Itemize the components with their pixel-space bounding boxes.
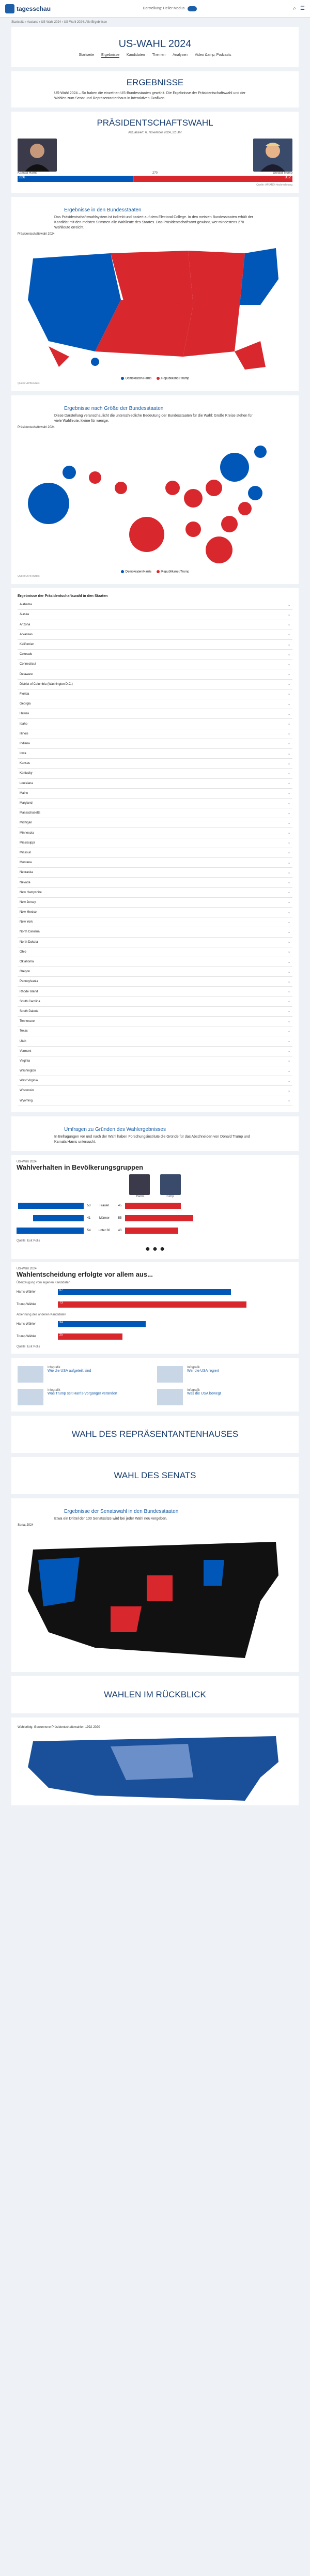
logo-icon <box>5 4 14 13</box>
harris-name: Kamala Harris <box>18 172 38 175</box>
chevron-down-icon: ⌄ <box>287 643 290 647</box>
bar-row: Trump-Wähler 25 <box>17 1332 293 1341</box>
map1-text: Das Präsidentschaftswahlsystem ist indirekt und basiert auf dem Electoral College. In den meisten Bundesstaaten erhält der Kandidat mit den meisten Stimmen alle Wahlleute des Staates. Das Präsidentschaftsamt gewinnt, wer mindestens 270 Wahlleute erreicht. <box>54 216 253 229</box>
state-name: Colorado <box>20 653 33 656</box>
chevron-down-icon: ⌄ <box>287 1079 290 1083</box>
trump-name: Donald Trump <box>273 172 292 175</box>
harris-photo <box>18 139 57 172</box>
chevron-down-icon: ⌄ <box>287 970 290 974</box>
senate-map[interactable] <box>18 1529 291 1663</box>
state-row[interactable] <box>18 660 292 669</box>
tile-2[interactable]: Infografik Wer die USA regiert <box>157 1366 292 1383</box>
state-name: South Carolina <box>20 1000 40 1003</box>
senate-section <box>11 1498 299 1672</box>
state-row[interactable] <box>18 1096 292 1106</box>
chevron-down-icon: ⌄ <box>287 1020 290 1023</box>
w2-cat-a: Überzeugung vom eigenen Kandidaten <box>17 1281 71 1284</box>
map2-label: Präsidentschaftswahl 2024 <box>18 425 55 429</box>
state-row[interactable] <box>18 1086 292 1096</box>
state-name: Delaware <box>20 672 33 676</box>
chevron-down-icon: ⌄ <box>287 802 290 805</box>
state-name: Arizona <box>20 623 30 626</box>
state-name: South Dakota <box>20 1009 39 1013</box>
chevron-down-icon: ⌄ <box>287 881 290 884</box>
state-name: Illinois <box>20 732 28 735</box>
state-row[interactable] <box>18 689 292 699</box>
map1-label: Präsidentschaftswahl 2024 <box>18 233 55 236</box>
chevron-down-icon: ⌄ <box>287 990 290 994</box>
w1-trump-photo <box>160 1174 181 1195</box>
state-row[interactable] <box>18 818 292 828</box>
chevron-down-icon: ⌄ <box>287 792 290 795</box>
senate-banner: WAHL DES SENATS <box>11 1457 299 1494</box>
map-section-1 <box>11 197 299 391</box>
state-row[interactable] <box>18 808 292 818</box>
tile-3[interactable]: Infografik Was Trump seit Harris-Vorgänger verändert <box>18 1389 153 1405</box>
state-row[interactable] <box>18 967 292 977</box>
chevron-down-icon: ⌄ <box>287 851 290 855</box>
bubble-map[interactable] <box>18 431 291 565</box>
trump-bar: 312 <box>133 176 292 182</box>
tab-ergebnisse[interactable]: Ergebnisse <box>101 53 119 57</box>
state-row[interactable] <box>18 908 292 917</box>
breadcrumb[interactable]: Startseite › Ausland › US-Wahl 2024 › US-Wahl 2024: Alle Ergebnisse <box>11 21 107 24</box>
state-name: Wisconsin <box>20 1089 34 1093</box>
candidate-row <box>18 139 292 175</box>
legend-dem: Demokraten/Harris <box>121 377 151 380</box>
chevron-down-icon: ⌄ <box>287 693 290 696</box>
retro-banner: WAHLEN IM RÜCKBLICK <box>11 1676 299 1713</box>
sub-navigation <box>17 53 293 62</box>
bar-row: 54 unter 30 43 <box>17 1226 293 1235</box>
chevron-down-icon: ⌄ <box>287 901 290 904</box>
state-name: Nevada <box>20 881 30 884</box>
state-name: Texas <box>20 1030 28 1033</box>
chevron-down-icon: ⌄ <box>287 663 290 666</box>
chevron-down-icon: ⌄ <box>287 742 290 746</box>
state-row[interactable] <box>18 729 292 739</box>
chevron-down-icon: ⌄ <box>287 960 290 964</box>
map-section-2 <box>11 395 299 585</box>
tab-analysen[interactable]: Analysen <box>173 53 188 57</box>
widget-reasons <box>11 1262 299 1354</box>
map2-source: Quelle: AP/Reuters <box>18 575 40 578</box>
state-row[interactable] <box>18 610 292 620</box>
harris-box <box>18 139 57 175</box>
state-name: Arkansas <box>20 633 33 636</box>
state-name: Idaho <box>20 722 28 726</box>
state-row[interactable] <box>18 987 292 996</box>
state-row[interactable] <box>18 828 292 838</box>
chevron-down-icon: ⌄ <box>287 702 290 706</box>
state-name: Michigan <box>20 821 33 825</box>
chevron-down-icon: ⌄ <box>287 871 290 875</box>
state-name: Maine <box>20 791 28 795</box>
w1-title: Wahlverhalten in Bevölkerungsgruppen <box>17 1163 144 1171</box>
chevron-down-icon: ⌄ <box>287 911 290 914</box>
state-row[interactable] <box>18 997 292 1007</box>
tab-kandidaten[interactable]: Kandidaten <box>127 53 145 57</box>
state-row[interactable] <box>18 848 292 858</box>
state-row[interactable] <box>18 749 292 759</box>
menu-icon[interactable]: ☰ <box>300 6 305 11</box>
bar-row: Harris-Wähler 34 <box>17 1320 293 1329</box>
chevron-down-icon: ⌄ <box>287 1050 290 1053</box>
house-banner: WAHL DES REPRÄSENTANTENHAUSES <box>11 1416 299 1453</box>
legend-rep: Republikaner/Trump <box>157 377 189 380</box>
chevron-down-icon: ⌄ <box>287 762 290 765</box>
title-card <box>11 27 299 67</box>
senate-text: Etwa ein Drittel der 100 Senatssitze wird bei jeder Wahl neu vergeben. <box>54 1516 167 1521</box>
state-name: Massachusetts <box>20 811 41 815</box>
chevron-down-icon: ⌄ <box>287 832 290 835</box>
w1-bars <box>17 1201 293 1235</box>
state-row[interactable] <box>18 947 292 957</box>
info-tiles <box>11 1358 299 1412</box>
chevron-down-icon: ⌄ <box>287 623 290 627</box>
electoral-meter <box>18 176 292 182</box>
state-row[interactable] <box>18 630 292 640</box>
chevron-down-icon: ⌄ <box>287 921 290 924</box>
page-title: US-WAHL 2024 <box>118 38 192 50</box>
chevron-down-icon: ⌄ <box>287 732 290 736</box>
chevron-down-icon: ⌄ <box>287 1089 290 1093</box>
state-name: Ohio <box>20 950 26 954</box>
chevron-down-icon: ⌄ <box>287 1069 290 1073</box>
trump-photo <box>253 139 292 172</box>
states-accordion <box>11 588 299 1112</box>
state-row[interactable] <box>18 650 292 660</box>
chevron-down-icon: ⌄ <box>287 782 290 786</box>
state-name: New Mexico <box>20 911 37 914</box>
state-name: Oregon <box>20 970 30 974</box>
state-name: Alabama <box>20 603 32 607</box>
map1-source: Quelle: AP/Reuters <box>18 381 40 385</box>
state-row[interactable] <box>18 789 292 799</box>
state-row[interactable] <box>18 719 292 729</box>
polls-head: Umfragen zu Gründen des Wahlergebnisses <box>64 1126 166 1132</box>
map2-legend <box>18 570 292 574</box>
legend-rep-2: Republikaner/Trump <box>157 570 189 574</box>
w2-top: US-Wahl 2024 <box>17 1267 37 1270</box>
chevron-down-icon: ⌄ <box>287 1000 290 1004</box>
w1-source: Quelle: Exit Polls <box>17 1239 40 1243</box>
senate-head: Ergebnisse der Senatswahl in den Bundesstaaten <box>64 1508 179 1514</box>
bar-row: Harris-Wähler 67 <box>17 1287 293 1297</box>
bar-row: 41 Männer 55 <box>17 1214 293 1223</box>
legend-dem-2: Demokraten/Harris <box>121 570 151 574</box>
state-row[interactable] <box>18 779 292 789</box>
chevron-down-icon: ⌄ <box>287 603 290 607</box>
search-icon[interactable]: ⌕ <box>293 6 297 11</box>
state-row[interactable] <box>18 709 292 719</box>
polls-text: In Befragungen vor und nach der Wahl haben Forschungsinstitute die Gründe für das Abschneiden von Donald Trump und Kamala Harris untersucht. <box>54 1134 250 1144</box>
chevron-down-icon: ⌄ <box>287 1030 290 1033</box>
state-row[interactable] <box>18 938 292 947</box>
state-row[interactable] <box>18 957 292 967</box>
map2-head: Ergebnisse nach Größe der Bundesstaaten <box>64 405 164 411</box>
state-row[interactable] <box>18 759 292 769</box>
w1-pager[interactable]: ● ● ● <box>145 1244 165 1253</box>
updated: Aktualisiert: 6. November 2024, 22 Uhr <box>128 131 182 134</box>
state-row[interactable] <box>18 977 292 987</box>
state-name: Oklahoma <box>20 960 34 963</box>
chevron-down-icon: ⌄ <box>287 980 290 984</box>
chevron-down-icon: ⌄ <box>287 683 290 686</box>
state-name: New York <box>20 921 33 924</box>
retro-map[interactable] <box>18 1731 291 1803</box>
state-row[interactable] <box>18 898 292 908</box>
chevron-down-icon: ⌄ <box>287 950 290 954</box>
state-row[interactable] <box>18 927 292 937</box>
state-row[interactable] <box>18 1056 292 1066</box>
brand-logo[interactable]: tagesschau <box>5 4 51 13</box>
chevron-down-icon: ⌄ <box>287 930 290 934</box>
chevron-down-icon: ⌄ <box>287 861 290 865</box>
chevron-down-icon: ⌄ <box>287 752 290 756</box>
results-text: US-Wahl 2024 – So haben die einzelnen US-Bundesstaaten gewählt. Die Ergebnisse der Präsidentschaftswahl und der Wahlen zum Senat und Repräsentantenhaus in interaktiven Grafiken. <box>54 91 246 100</box>
state-name: Vermont <box>20 1049 32 1053</box>
state-row[interactable] <box>18 878 292 887</box>
w2-cat-b: Ablehnung des anderen Kandidaten <box>17 1313 66 1316</box>
state-name: Pennsylvania <box>20 980 38 984</box>
chevron-down-icon: ⌄ <box>287 1099 290 1103</box>
pres-title: PRÄSIDENTSCHAFTSWAHL <box>97 118 213 128</box>
tile-1[interactable]: Infografik Wie die USA aufgeteilt sind <box>18 1366 153 1383</box>
chevron-down-icon: ⌄ <box>287 653 290 656</box>
mode-switch[interactable]: Darstellung: Heller Modus <box>51 6 289 11</box>
state-name: Kansas <box>20 762 30 765</box>
state-row[interactable] <box>18 1076 292 1086</box>
states-title: Ergebnisse der Präsidentschaftswahl in den Staaten <box>18 594 108 599</box>
tab-themen[interactable]: Themen <box>152 53 166 57</box>
widget-demographics <box>11 1155 299 1259</box>
presidential-section <box>11 112 299 193</box>
us-map-states[interactable] <box>18 238 291 372</box>
state-name: Rhode Island <box>20 990 38 993</box>
state-row[interactable] <box>18 739 292 749</box>
state-name: Virginia <box>20 1059 30 1063</box>
map1-head: Ergebnisse in den Bundesstaaten <box>64 207 142 213</box>
harris-bar: 226 <box>18 176 133 182</box>
chevron-down-icon: ⌄ <box>287 891 290 895</box>
tab-video[interactable]: Video &amp; Podcasts <box>194 53 231 57</box>
state-row[interactable] <box>18 917 292 927</box>
state-row[interactable] <box>18 600 292 610</box>
state-name: Utah <box>20 1039 26 1043</box>
w1-top: US-Wahl 2024 <box>17 1160 37 1163</box>
tab-start[interactable]: Startseite <box>79 53 94 57</box>
state-row[interactable] <box>18 769 292 778</box>
chevron-down-icon: ⌄ <box>287 723 290 726</box>
state-name: Washington <box>20 1069 36 1073</box>
retro-label: Wahlerfolg: Gewonnene Präsidentschaftswahlen 1992-2020 <box>18 1725 100 1729</box>
needed-text: 270 <box>152 172 158 175</box>
state-name: Kalifornien <box>20 643 35 646</box>
chevron-down-icon: ⌄ <box>287 1040 290 1043</box>
state-name: Iowa <box>20 752 26 756</box>
trump-box <box>253 139 292 175</box>
map2-text: Diese Darstellung veranschaulicht die unterschiedliche Bedeutung der Bundesstaaten für die Wahl: Große Kreise stehen für viele Wahlleute, kleine für wenige. <box>54 413 253 423</box>
w2-title: Wahlentscheidung erfolgte vor allem aus... <box>17 1270 153 1278</box>
tile-4[interactable]: Infografik Was die USA bewegt <box>157 1389 292 1405</box>
retro-section <box>11 1718 299 1805</box>
w2-bars-b <box>17 1320 293 1341</box>
state-row[interactable] <box>18 868 292 878</box>
state-row[interactable] <box>18 1017 292 1026</box>
state-name: Nebraska <box>20 871 33 875</box>
chevron-down-icon: ⌄ <box>287 811 290 815</box>
state-name: North Carolina <box>20 930 40 934</box>
bar-row: 53 Frauen 45 <box>17 1201 293 1210</box>
bar-row: Trump-Wähler 73 <box>17 1300 293 1309</box>
state-name: District of Columbia (Washington D.C.) <box>20 682 73 686</box>
state-name: Kentucky <box>20 772 33 775</box>
state-row[interactable] <box>18 838 292 848</box>
source-1: Quelle: AP/ARD-Hochrechnung <box>256 183 292 187</box>
chevron-down-icon: ⌄ <box>287 633 290 637</box>
chevron-down-icon: ⌄ <box>287 712 290 716</box>
site-header <box>0 0 310 18</box>
toggle-icon[interactable] <box>188 6 197 11</box>
state-row[interactable] <box>18 1066 292 1076</box>
state-name: Connecticut <box>20 663 36 666</box>
results-intro <box>11 71 299 108</box>
chevron-down-icon: ⌄ <box>287 1010 290 1014</box>
chevron-down-icon: ⌄ <box>287 821 290 825</box>
w1-names: Harris Trump <box>136 1194 174 1198</box>
chevron-down-icon: ⌄ <box>287 673 290 677</box>
state-name: Mississippi <box>20 841 35 845</box>
state-name: Missouri <box>20 851 32 854</box>
w1-photos <box>17 1174 293 1195</box>
map1-legend <box>18 377 292 380</box>
state-row[interactable] <box>18 1026 292 1036</box>
state-row[interactable] <box>18 669 292 679</box>
state-name: Tennessee <box>20 1020 35 1023</box>
state-row[interactable] <box>18 1007 292 1017</box>
state-row[interactable] <box>18 888 292 898</box>
state-name: New Hampshire <box>20 891 42 894</box>
chevron-down-icon: ⌄ <box>287 941 290 944</box>
state-row[interactable] <box>18 640 292 650</box>
state-name: Alaska <box>20 613 29 617</box>
state-name: Indiana <box>20 742 30 745</box>
state-name: New Jersey <box>20 900 36 904</box>
state-name: West Virginia <box>20 1079 38 1083</box>
state-name: Louisiana <box>20 781 33 785</box>
state-row[interactable] <box>18 620 292 630</box>
w2-source: Quelle: Exit Polls <box>17 1345 40 1348</box>
state-row[interactable] <box>18 680 292 689</box>
senate-label: Senat 2024 <box>18 1523 34 1527</box>
state-name: Georgia <box>20 702 31 706</box>
state-row[interactable] <box>18 1047 292 1056</box>
w2-bars-a <box>17 1287 293 1309</box>
state-name: Maryland <box>20 802 33 805</box>
results-title: ERGEBNISSE <box>126 78 184 87</box>
state-row[interactable] <box>18 1036 292 1046</box>
w1-harris-photo <box>129 1174 150 1195</box>
polls-section <box>11 1116 299 1151</box>
state-row[interactable] <box>18 858 292 868</box>
chevron-down-icon: ⌄ <box>287 613 290 617</box>
chevron-down-icon: ⌄ <box>287 841 290 845</box>
state-name: Minnesota <box>20 831 34 835</box>
state-list <box>18 600 292 1106</box>
state-name: Wyoming <box>20 1099 33 1102</box>
chevron-down-icon: ⌄ <box>287 1060 290 1063</box>
state-row[interactable] <box>18 799 292 808</box>
state-name: Montana <box>20 861 32 865</box>
state-name: Florida <box>20 692 29 696</box>
state-row[interactable] <box>18 699 292 709</box>
chevron-down-icon: ⌄ <box>287 772 290 775</box>
state-name: Hawaii <box>20 712 29 716</box>
state-name: North Dakota <box>20 940 38 944</box>
